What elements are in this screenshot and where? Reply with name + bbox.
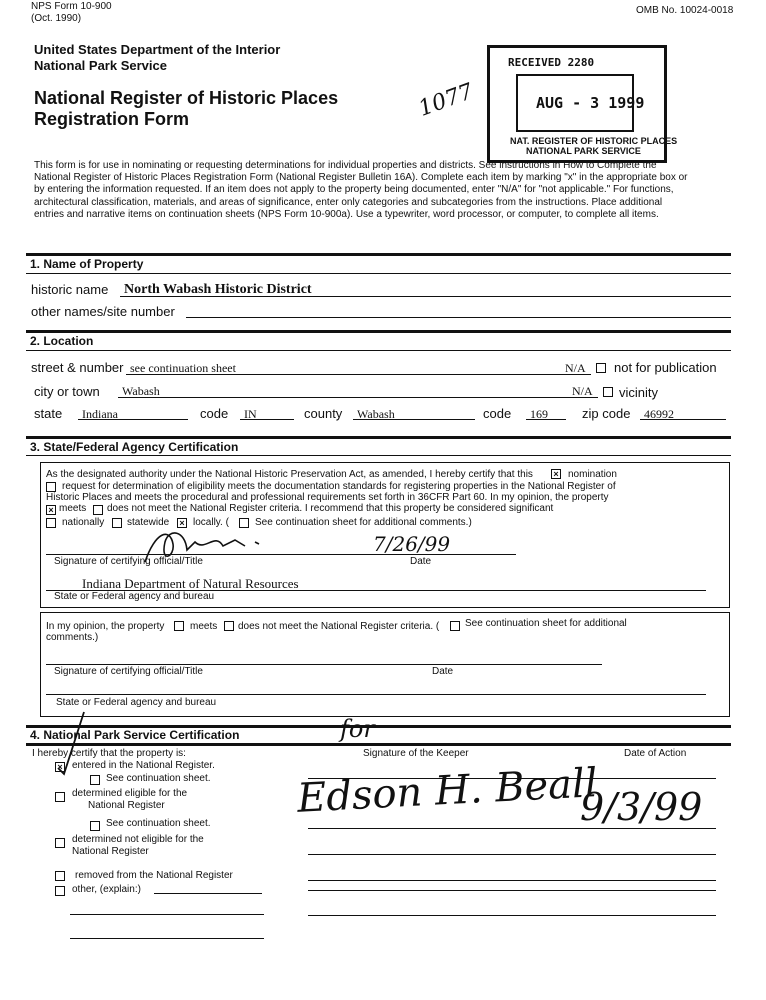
statewide-label: statewide xyxy=(127,517,170,528)
eligible-label-1: determined eligible for the xyxy=(72,788,188,799)
section-4-underline xyxy=(26,743,731,746)
other-explain-line-2[interactable] xyxy=(70,914,264,915)
keeper-signature: Edson H. Beall xyxy=(296,760,599,822)
state-code-value[interactable]: IN xyxy=(244,407,257,421)
meets-checkbox[interactable] xyxy=(46,505,56,515)
received-stamp xyxy=(487,45,678,163)
vicinity-label: vicinity xyxy=(619,385,659,400)
opinion-does-not-meet-checkbox[interactable] xyxy=(224,621,234,631)
eligible-see-continuation-label: See continuation sheet. xyxy=(106,818,211,829)
request-determination-checkbox[interactable] xyxy=(46,482,56,492)
state-code-line xyxy=(240,419,294,420)
street-na: N/A xyxy=(565,361,586,375)
eligible-checkbox[interactable] xyxy=(55,792,65,802)
does-not-meet-checkbox[interactable] xyxy=(93,505,103,515)
county-value[interactable]: Wabash xyxy=(357,407,395,421)
entered-see-continuation-checkbox[interactable] xyxy=(90,775,100,785)
eligible-label-2: National Register xyxy=(88,800,165,811)
intro-line-2: National Register of Historic Places Registration Form (National Register Bulletin 16A). Complete each item by marking "x" in the appropriate box or xyxy=(34,172,688,183)
cert-line-3: Historic Places and meets the procedural and professional requirements set forth in 36CFR Part 60. In my opinion, the property xyxy=(46,492,609,503)
handwritten-reference-number: 1077 xyxy=(415,79,477,122)
agency-label: State or Federal agency and bureau xyxy=(54,591,215,602)
section-1-title: 1. Name of Property xyxy=(30,257,144,271)
other-names-line[interactable] xyxy=(186,317,731,318)
nationally-label: nationally xyxy=(62,517,105,528)
state-code-label: code xyxy=(200,406,229,421)
nomination-label: nomination xyxy=(568,469,617,480)
entered-see-continuation-label: See continuation sheet. xyxy=(106,773,211,784)
county-code-line xyxy=(526,419,566,420)
statewide-checkbox[interactable] xyxy=(112,518,122,528)
see-continuation-label: See continuation sheet for additional comments.) xyxy=(255,517,472,528)
other-checkbox[interactable] xyxy=(55,886,65,896)
hereby-certify-text: I hereby certify that the property is: xyxy=(32,748,186,759)
meets-label: meets xyxy=(59,503,87,514)
keeper-signature-label: Signature of the Keeper xyxy=(363,748,469,759)
other-explain-line-1[interactable] xyxy=(154,893,262,894)
opinion-text: In my opinion, the property xyxy=(46,621,165,632)
entered-label: entered in the National Register. xyxy=(72,760,215,771)
state-line xyxy=(78,419,188,420)
opinion-comments-text: comments.) xyxy=(46,632,99,643)
not-for-publication-checkbox[interactable] xyxy=(596,363,606,373)
stamp-received: RECEIVED 2280 xyxy=(508,56,595,69)
form-number: NPS Form 10-900 xyxy=(31,1,112,12)
opinion-meets-checkbox[interactable] xyxy=(174,621,184,631)
not-eligible-signature-line xyxy=(308,854,716,855)
action-date-value: 9/3/99 xyxy=(580,785,703,829)
section-4-title: 4. National Park Service Certification xyxy=(30,728,240,742)
form-title: National Register of Historic Places xyxy=(34,88,339,108)
street-label: street & number xyxy=(31,360,124,375)
keeper-for-note: for xyxy=(340,715,375,743)
form-date: (Oct. 1990) xyxy=(31,13,82,24)
opinion-see-continuation-checkbox[interactable] xyxy=(450,621,460,631)
eligible-see-continuation-checkbox[interactable] xyxy=(90,821,100,831)
opinion-criteria-text: does not meet the National Register criteria. ( xyxy=(238,621,440,632)
cert-line-4: does not meet the National Register criteria. I recommend that this property be considered significant xyxy=(107,503,554,514)
locally-label: locally. ( xyxy=(193,517,229,528)
intro-line-1: This form is for use in nominating or requesting determinations for individual properties and districts. See instructions in How to Complete the xyxy=(34,160,657,171)
signature-label: Signature of certifying official/Title xyxy=(54,556,203,567)
signature-2-label: Signature of certifying official/Title xyxy=(54,666,203,677)
removed-signature-line xyxy=(308,880,716,881)
certifying-date-value: 7/26/99 xyxy=(373,532,451,556)
signature-line xyxy=(46,554,516,555)
service-name: National Park Service xyxy=(34,58,167,73)
cert-line-2: request for determination of eligibility meets the documentation standards for registering properties in the National Register of xyxy=(62,481,616,492)
agency-value[interactable]: Indiana Department of Natural Resources xyxy=(82,576,299,591)
street-line xyxy=(126,374,591,375)
opinion-meets-label: meets xyxy=(190,621,218,632)
other-label: other, (explain:) xyxy=(72,884,141,895)
state-label: state xyxy=(34,406,63,421)
date-label: Date xyxy=(410,556,432,567)
zip-line xyxy=(640,419,726,420)
agency-2-label: State or Federal agency and bureau xyxy=(56,697,217,708)
section-1-rule xyxy=(26,253,731,256)
intro-line-3: by entering the information requested. If an item does not apply to the property being documented, enter "N/A" for "not applicable." For functions, xyxy=(34,184,674,195)
county-code-label: code xyxy=(483,406,512,421)
section-3-rule xyxy=(26,436,731,439)
section-2-underline xyxy=(26,350,731,351)
street-value[interactable]: see continuation sheet xyxy=(130,361,236,375)
stamp-nat-register: NAT. REGISTER OF HISTORIC PLACES xyxy=(510,136,678,146)
opinion-see-continuation-label: See continuation sheet for additional xyxy=(465,618,627,629)
not-for-publication-label: not for publication xyxy=(614,360,717,375)
other-explain-line-3[interactable] xyxy=(70,938,264,939)
historic-name-value[interactable]: North Wabash Historic District xyxy=(124,282,312,297)
city-na: N/A xyxy=(572,384,593,398)
not-eligible-checkbox[interactable] xyxy=(55,838,65,848)
handwritten-check-mark xyxy=(50,708,90,778)
county-label: county xyxy=(304,406,343,421)
stamp-date: AUG - 3 1999 xyxy=(536,94,645,112)
city-label: city or town xyxy=(34,384,100,399)
signature-2-line xyxy=(46,664,602,665)
section-1-underline xyxy=(26,273,731,274)
cert-line-1: As the designated authority under the National Historic Preservation Act, as amended, I hereby certify that this xyxy=(46,469,533,480)
date-of-action-label: Date of Action xyxy=(624,748,687,759)
county-line xyxy=(353,419,475,420)
form-subtitle: Registration Form xyxy=(34,109,190,129)
zip-label: zip code xyxy=(582,406,631,421)
omb-number: OMB No. 10024-0018 xyxy=(636,5,734,16)
stamp-nps: NATIONAL PARK SERVICE xyxy=(526,146,641,156)
section-2-rule xyxy=(26,330,731,333)
zip-value[interactable]: 46992 xyxy=(644,407,674,421)
other-signature-line xyxy=(308,890,716,891)
section-3-underline xyxy=(26,455,731,456)
section-3-title: 3. State/Federal Agency Certification xyxy=(30,440,239,454)
extra-signature-line xyxy=(308,915,716,916)
historic-name-line xyxy=(120,296,731,297)
historic-name-label: historic name xyxy=(31,282,109,297)
removed-checkbox[interactable] xyxy=(55,871,65,881)
department-name: United States Department of the Interior xyxy=(34,42,281,57)
agency-2-line xyxy=(46,694,706,695)
date-2-label: Date xyxy=(432,666,454,677)
not-eligible-label-2: National Register xyxy=(72,846,149,857)
not-eligible-label-1: determined not eligible for the xyxy=(72,834,204,845)
section-2-title: 2. Location xyxy=(30,334,94,348)
city-value[interactable]: Wabash xyxy=(122,384,160,398)
intro-line-5: entries and narrative items on continuation sheets (NPS Form 10-900a). Use a typewriter, word processor, or computer, to complete all items. xyxy=(34,209,659,220)
intro-line-4: architectural classification, materials, and areas of significance, enter only categories and subcategories from the instructions. Place additional xyxy=(34,197,663,208)
nationally-checkbox[interactable] xyxy=(46,518,56,528)
other-names-label: other names/site number xyxy=(31,304,175,319)
county-code-value[interactable]: 169 xyxy=(530,407,548,421)
nomination-checkbox[interactable] xyxy=(551,469,561,479)
state-value[interactable]: Indiana xyxy=(82,407,118,421)
eligible-signature-line xyxy=(308,828,716,829)
removed-label: removed from the National Register xyxy=(75,870,233,881)
city-line xyxy=(118,397,598,398)
vicinity-checkbox[interactable] xyxy=(603,387,613,397)
